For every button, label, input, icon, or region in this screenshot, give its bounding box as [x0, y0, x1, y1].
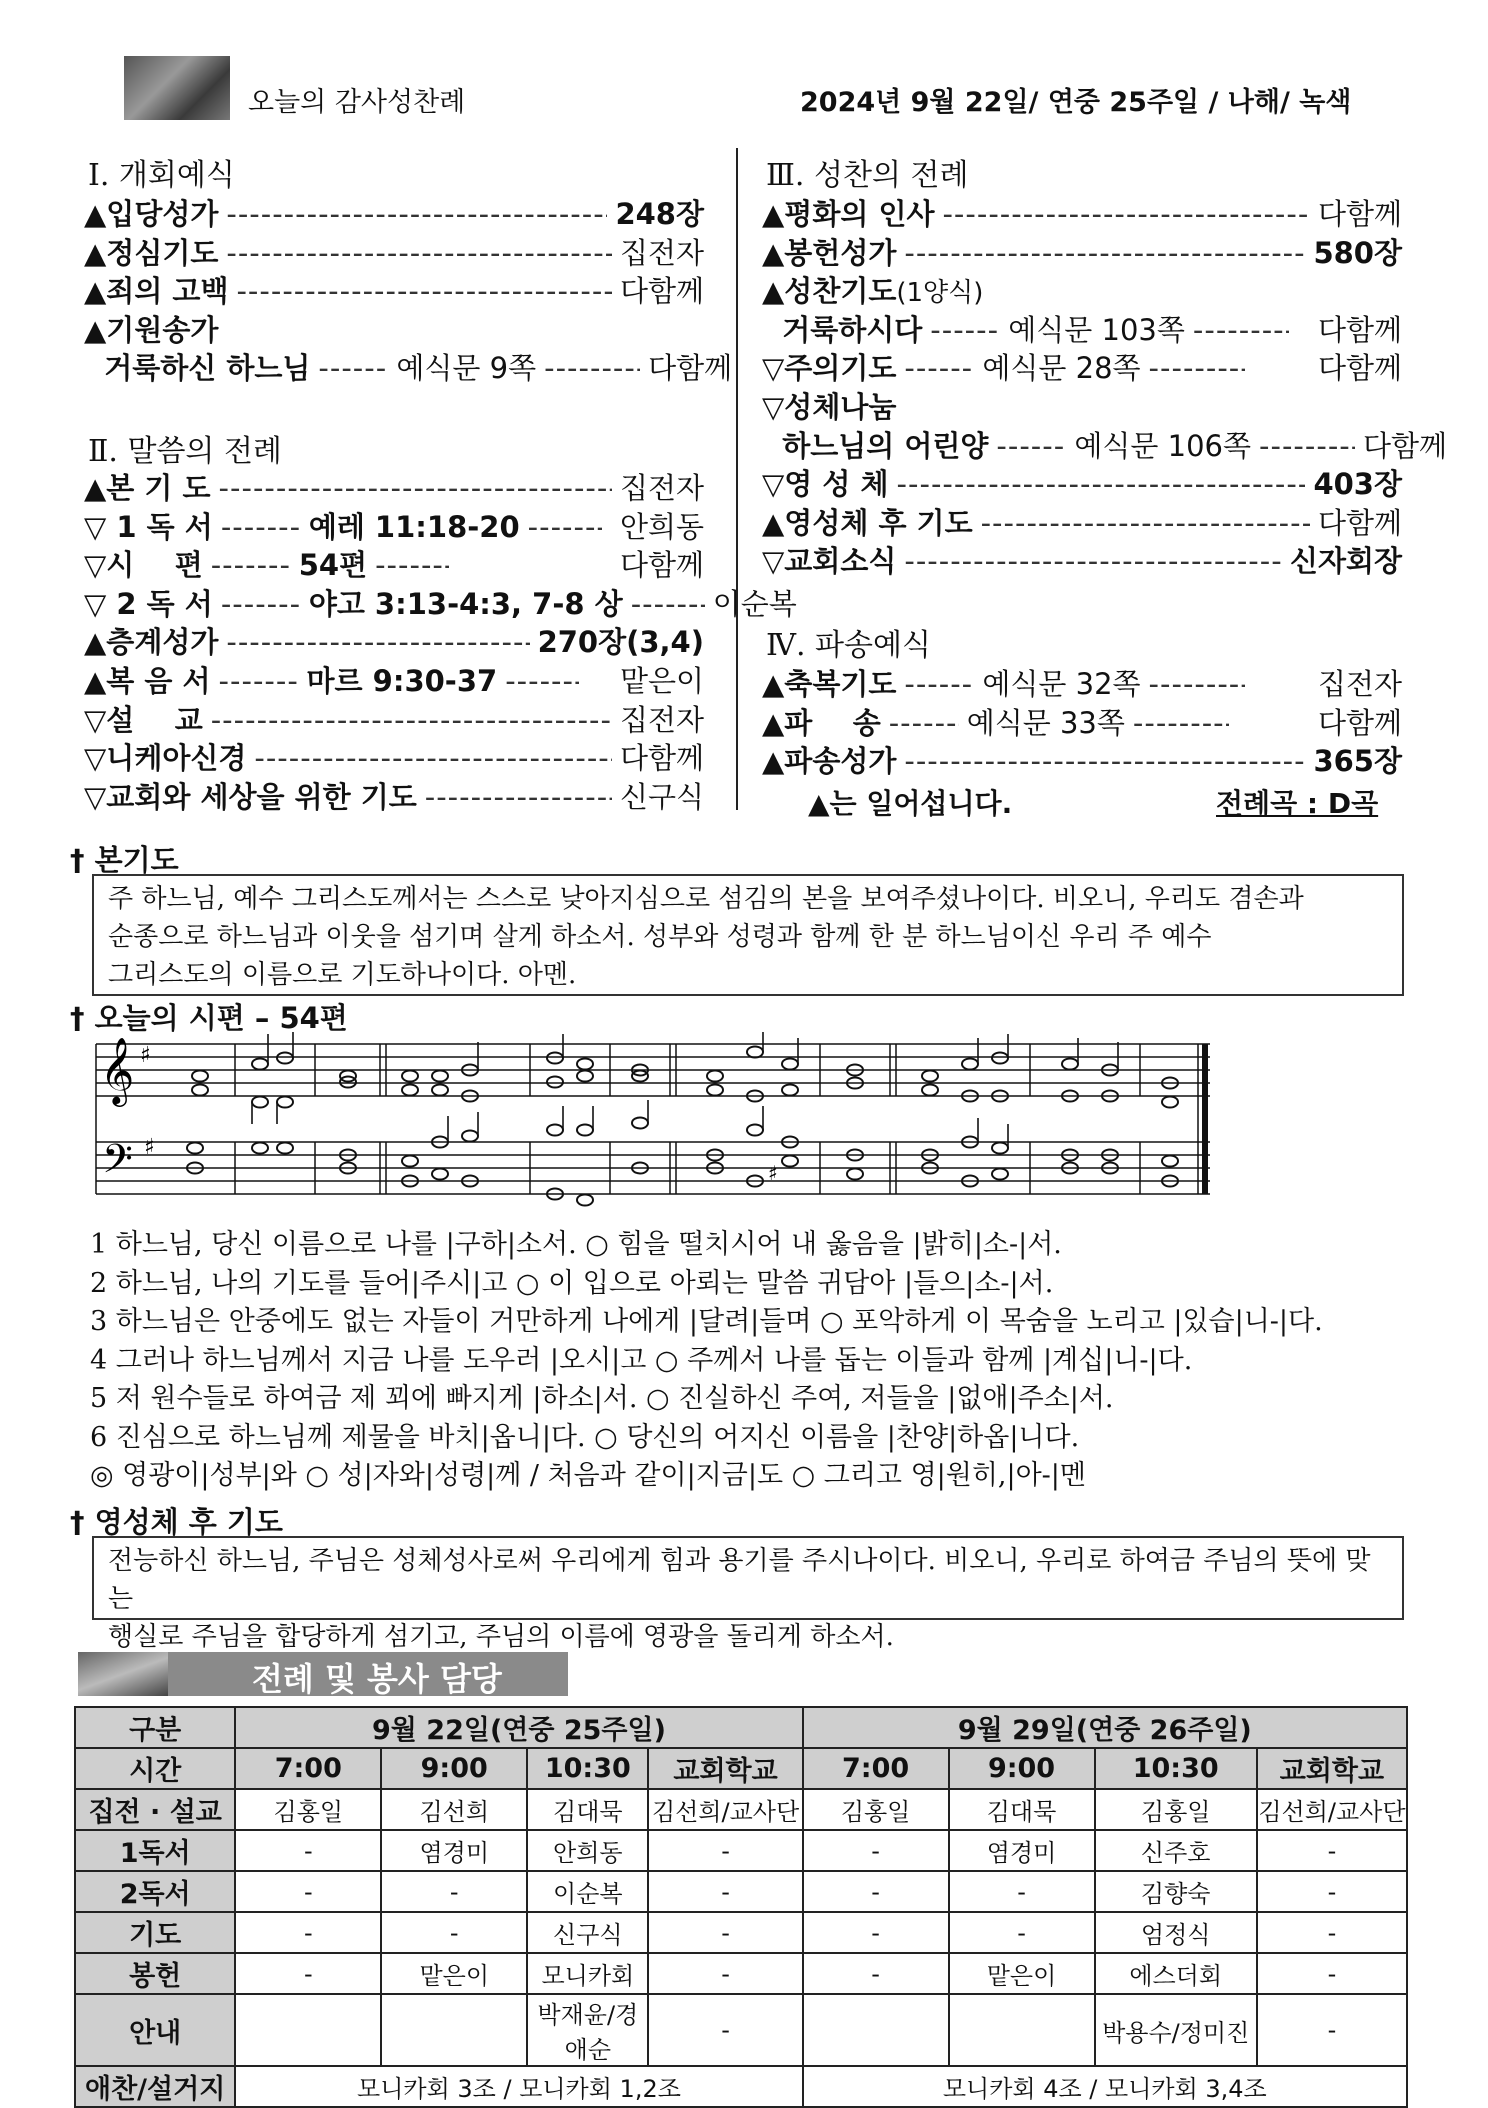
- time-label: 시간: [75, 1748, 235, 1789]
- leader-dashes: [1149, 351, 1245, 385]
- leader-dashes: [1133, 706, 1229, 740]
- order-item-reference: 야고 3:13-4:3, 7-8 상: [308, 586, 623, 621]
- schedule-cell: 박재윤/경애순: [527, 1994, 648, 2066]
- schedule-cell: [803, 1994, 949, 2066]
- order-item-value: 248장: [615, 197, 704, 231]
- schedule-time-row: [75, 1748, 1407, 1789]
- column-divider: [736, 148, 738, 810]
- order-item-note: (1양식): [896, 278, 984, 309]
- schedule-cell: 김선희/교사단: [1257, 1789, 1407, 1830]
- order-item-label: ▲평화의 인사: [762, 197, 935, 231]
- schedule-row: [75, 1789, 1407, 1830]
- schedule-title: 전례 및 봉사 담당: [252, 1660, 502, 1698]
- svg-text:♯: ♯: [768, 1161, 778, 1185]
- liturgy-tune: 전례곡 : D곡: [1216, 787, 1379, 820]
- schedule-table: [74, 1706, 1408, 2108]
- leader-dashes: [889, 706, 959, 740]
- order-item-value: 다함께: [648, 351, 733, 385]
- schedule-cleanup-row: [75, 2066, 1407, 2107]
- order-item-value: 신구식: [619, 779, 704, 814]
- section-dismissal-title: Ⅳ. 파송예식: [766, 628, 931, 663]
- schedule-cell: 신구식: [527, 1912, 648, 1953]
- leader-dashes: [236, 274, 611, 308]
- order-item-reference: 예레 11:18-20: [308, 509, 520, 544]
- schedule-cell: -: [803, 1871, 949, 1912]
- order-item: [84, 231, 704, 272]
- header-photo: [124, 56, 230, 120]
- schedule-cell: -: [381, 1871, 527, 1912]
- order-item-label: 하느님의 어린양: [762, 428, 989, 463]
- collect-line: 순종으로 하느님과 이웃을 섬기며 살게 하소서. 성부와 성령과 함께 한 분 하느님이신 우리 주 예수: [108, 922, 1212, 952]
- order-item-label: 거룩하신 하느님: [84, 351, 311, 385]
- order-item-label: ▲복 음 서: [84, 664, 211, 698]
- leader-dashes: [631, 587, 705, 621]
- leader-dashes: [1259, 429, 1355, 463]
- order-item: [84, 308, 704, 349]
- order-item: [84, 736, 704, 777]
- order-item: [762, 231, 1402, 272]
- schedule-cell: 김대묵: [949, 1789, 1095, 1830]
- col-label: 구분: [75, 1707, 235, 1748]
- treble-clef-icon: 𝄞: [100, 1036, 135, 1104]
- order-item-label: ▲영성체 후 기도: [762, 505, 973, 540]
- order-item: [84, 346, 733, 387]
- order-item-value: 다함께: [619, 548, 704, 583]
- section-word-title: Ⅱ. 말씀의 전례: [88, 434, 282, 469]
- order-item-reference: 예식문 32쪽: [982, 667, 1141, 701]
- order-item-value: 이순복: [712, 586, 797, 621]
- order-item-value: 다함께: [1317, 505, 1402, 540]
- schedule-cell: [949, 1994, 1095, 2066]
- schedule-row: [75, 1994, 1407, 2066]
- order-item-label: ▲축복기도: [762, 667, 897, 701]
- psalm-verse: 6 진심으로 하느님께 제물을 바치|옵니|다. ○ 당신의 어지신 이름을 |찬양|하옵|니다.: [90, 1421, 1080, 1453]
- order-item-value: 안희동: [619, 509, 704, 544]
- order-item-label: ▲죄의 고백: [84, 274, 229, 308]
- order-item: [84, 543, 704, 584]
- schedule-cell: 김홍일: [235, 1789, 381, 1830]
- time-cell: 9:00: [381, 1748, 527, 1789]
- order-item-value: 365장: [1313, 744, 1402, 778]
- schedule-cell: 박용수/정미진: [1095, 1994, 1257, 2066]
- schedule-row: [75, 1830, 1407, 1871]
- schedule-cell: 엄정식: [1095, 1912, 1257, 1953]
- order-item: [84, 192, 704, 233]
- leader-dashes: [1193, 313, 1289, 347]
- order-item-value: 다함께: [1317, 351, 1402, 386]
- schedule-cell: 김향숙: [1095, 1871, 1257, 1912]
- schedule-row: [75, 1953, 1407, 1994]
- leader-dashes: [318, 351, 388, 385]
- order-item-reference: 예식문 9쪽: [396, 351, 537, 385]
- schedule-cell: -: [803, 1912, 949, 1953]
- schedule-cell: -: [235, 1830, 381, 1871]
- schedule-cell: -: [235, 1912, 381, 1953]
- schedule-cell: -: [235, 1953, 381, 1994]
- schedule-header-row: [75, 1707, 1407, 1748]
- leader-dashes: [254, 741, 612, 775]
- order-item-label: ▽ 2 독 서: [84, 586, 213, 621]
- schedule-cell: 염경미: [381, 1830, 527, 1871]
- leader-dashes: [904, 236, 1305, 270]
- order-item-reference: 마르 9:30-37: [306, 664, 498, 698]
- schedule-cell: -: [1257, 1912, 1407, 1953]
- schedule-cell: 모니카회 3조 / 모니카회 1,2조: [235, 2066, 802, 2107]
- schedule-cell: 모니카회 4조 / 모니카회 3,4조: [803, 2066, 1407, 2107]
- time-cell: 9:00: [949, 1748, 1095, 1789]
- schedule-cell: [381, 1994, 527, 2066]
- order-item: [762, 739, 1402, 780]
- order-item-value: 580장: [1313, 235, 1402, 270]
- order-item: [762, 346, 1402, 387]
- schedule-photo: [78, 1652, 168, 1696]
- schedule-cell: -: [1257, 1871, 1407, 1912]
- order-item: [762, 192, 1402, 233]
- schedule-cell: -: [1257, 1994, 1407, 2066]
- order-item: [84, 698, 704, 739]
- post-communion-line: 전능하신 하느님, 주님은 성체성사로써 우리에게 힘과 용기를 주시나이다. 비오니, 우리로 하여금 주님의 뜻에 맞는: [108, 1546, 1371, 1614]
- collect-line: 그리스도의 이름으로 기도하나이다. 아멘.: [108, 960, 577, 990]
- leader-dashes: [897, 467, 1306, 501]
- svg-text:♯: ♯: [144, 1135, 155, 1160]
- psalm-score: [90, 1032, 1220, 1207]
- bass-clef-icon: 𝄢: [102, 1136, 133, 1192]
- order-item-label: ▲성찬기도: [762, 274, 897, 309]
- leader-dashes: [219, 664, 299, 698]
- order-item: [84, 505, 704, 546]
- schedule-cell: 염경미: [949, 1830, 1095, 1871]
- order-item-label: ▲본 기 도: [84, 471, 211, 505]
- leader-dashes: [226, 236, 612, 270]
- order-item-value: 집전자: [619, 702, 704, 737]
- order-item: [762, 501, 1402, 542]
- collect-heading: † 본기도: [70, 843, 179, 877]
- week2-header: 9월 29일(연중 26주일): [803, 1707, 1407, 1748]
- order-item: [762, 385, 1402, 426]
- post-communion-line: 행실로 주님을 합당하게 섬기고, 주님의 이름에 영광을 돌리게 하소서.: [108, 1622, 894, 1652]
- leader-dashes: [1149, 667, 1245, 701]
- post-communion-heading: † 영성체 후 기도: [70, 1505, 283, 1539]
- schedule-cell: -: [235, 1871, 381, 1912]
- order-item-value: 270장(3,4): [537, 625, 704, 660]
- order-item-label: ▲입당성가: [84, 197, 219, 231]
- leader-dashes: [544, 351, 640, 385]
- leader-dashes: [528, 510, 602, 544]
- psalm-verse: 4 그러나 하느님께서 지금 나를 도우러 |오시|고 ○ 주께서 나를 돕는 이들과 함께 |계십|니-|다.: [90, 1344, 1193, 1376]
- psalm-verse: 3 하느님은 안중에도 없는 자들이 거만하게 나에게 |달려|들며 ○ 포악하게 이 목숨을 노리고 |있습|니-|다.: [90, 1306, 1323, 1337]
- leader-dashes: [904, 351, 974, 385]
- post-communion-box: [92, 1536, 1404, 1652]
- leader-dashes: [226, 625, 529, 659]
- schedule-cell: 김대묵: [527, 1789, 648, 1830]
- psalm-verse: 2 하느님, 나의 기도를 들어|주시|고 ○ 이 입으로 아뢰는 말씀 귀담아 |들으|소-|서.: [90, 1267, 1054, 1299]
- schedule-cell: 맡은이: [381, 1953, 527, 1994]
- schedule-cell: -: [803, 1953, 949, 1994]
- order-item-reference: 예식문 33쪽: [966, 705, 1125, 740]
- time-cell: 10:30: [1095, 1748, 1257, 1789]
- schedule-cell: 김홍일: [1095, 1789, 1257, 1830]
- order-item-value: 다함께: [1317, 312, 1402, 347]
- order-item: [84, 659, 704, 700]
- order-item: [84, 775, 704, 816]
- schedule-cell: 신주호: [1095, 1830, 1257, 1871]
- svg-text:♯: ♯: [140, 1043, 151, 1068]
- order-item-value: 집전자: [619, 471, 704, 505]
- leader-dashes: [211, 548, 291, 582]
- leader-dashes: [904, 744, 1305, 778]
- schedule-cell: 안희동: [527, 1830, 648, 1871]
- order-item-label: ▽성체나눔: [762, 390, 897, 424]
- order-item-label: ▽ 1 독 서: [84, 509, 213, 544]
- time-cell: 10:30: [527, 1748, 648, 1789]
- time-cell: 교회학교: [1257, 1748, 1407, 1789]
- schedule-role: 기도: [75, 1912, 235, 1953]
- order-item: [84, 466, 704, 507]
- order-item: [84, 582, 797, 623]
- order-item-value: 신자회장: [1289, 544, 1402, 579]
- schedule-cell: 김홍일: [803, 1789, 949, 1830]
- order-item-value: 다함께: [1317, 705, 1402, 740]
- section-opening-title: Ⅰ. 개회예식: [88, 158, 235, 193]
- order-item-label: ▲파 송: [762, 705, 881, 740]
- schedule-role: 집전 · 설교: [75, 1789, 235, 1830]
- schedule-cell: -: [949, 1871, 1095, 1912]
- psalm-heading: † 오늘의 시편 – 54편: [70, 1001, 348, 1035]
- order-item-label: ▲층계성가: [84, 625, 219, 660]
- week1-header: 9월 22일(연중 25주일): [235, 1707, 802, 1748]
- order-item: [762, 424, 1448, 465]
- order-item: [762, 462, 1402, 503]
- order-item-reference: 54편: [298, 548, 368, 583]
- order-item-label: ▲파송성가: [762, 744, 897, 778]
- order-item-value: 403장: [1313, 467, 1402, 502]
- order-item: [762, 539, 1402, 580]
- schedule-role: 애찬/설거지: [75, 2066, 235, 2107]
- schedule-cell: -: [1257, 1830, 1407, 1871]
- collect-box: [92, 874, 1404, 996]
- leader-dashes: [942, 197, 1309, 231]
- order-item-reference: 예식문 28쪽: [982, 351, 1141, 386]
- schedule-cell: -: [648, 1994, 802, 2066]
- schedule-cell: -: [648, 1830, 802, 1871]
- leader-dashes: [981, 506, 1310, 540]
- order-item-value: 집전자: [619, 235, 704, 270]
- schedule-cell: -: [1257, 1953, 1407, 1994]
- order-item-label: ▽설 교: [84, 702, 203, 737]
- leader-dashes: [375, 548, 449, 582]
- order-item: [762, 308, 1402, 349]
- time-cell: 7:00: [235, 1748, 381, 1789]
- order-item: [762, 701, 1402, 742]
- schedule-cell: [235, 1994, 381, 2066]
- order-item: [762, 662, 1402, 703]
- schedule-cell: 김선희/교사단: [648, 1789, 802, 1830]
- order-item-value: 다함께: [1363, 428, 1448, 463]
- leader-dashes: [221, 510, 301, 544]
- leader-dashes: [219, 471, 612, 505]
- time-cell: 7:00: [803, 1748, 949, 1789]
- leader-dashes: [221, 587, 301, 621]
- order-item-reference: 예식문 103쪽: [1008, 312, 1185, 347]
- order-item-label: ▽주의기도: [762, 351, 897, 386]
- order-item-value: 다함께: [1317, 197, 1402, 231]
- bulletin-title: 오늘의 감사성찬례: [248, 87, 466, 118]
- schedule-role: 2독서: [75, 1871, 235, 1912]
- leader-dashes: [904, 667, 974, 701]
- schedule-cell: -: [803, 1830, 949, 1871]
- schedule-row: [75, 1871, 1407, 1912]
- schedule-role: 1독서: [75, 1830, 235, 1871]
- schedule-cell: -: [648, 1953, 802, 1994]
- order-item-value: 다함께: [619, 274, 704, 308]
- schedule-cell: -: [648, 1871, 802, 1912]
- service-date: 2024년 9월 22일/ 연중 25주일 / 나해/ 녹색: [800, 87, 1352, 118]
- order-item-label: ▽교회소식: [762, 544, 897, 579]
- order-item: [762, 269, 1402, 310]
- schedule-role: 안내: [75, 1994, 235, 2066]
- order-item-label: ▽영 성 체: [762, 467, 889, 502]
- order-item-value: 집전자: [1317, 667, 1402, 701]
- psalm-verse: 1 하느님, 당신 이름으로 나를 |구하|소서. ○ 힘을 떨치시어 내 옳음을 |밝히|소-|서.: [90, 1229, 1062, 1260]
- order-item-label: ▲기원송가: [84, 312, 219, 347]
- schedule-cell: 모니카회: [527, 1953, 648, 1994]
- section-eucharist-title: Ⅲ. 성찬의 전례: [766, 158, 969, 193]
- psalm-verse: 5 저 원수들로 하여금 제 꾀에 빠지게 |하소|서. ○ 진실하신 주여, 저들을 |없애|주소|서.: [90, 1383, 1114, 1414]
- leader-dashes: [211, 703, 612, 737]
- leader-dashes: [226, 197, 607, 231]
- order-item-label: 거룩하시다: [762, 312, 923, 347]
- schedule-role: 봉헌: [75, 1953, 235, 1994]
- leader-dashes: [904, 544, 1282, 578]
- order-item-value: 맡은이: [619, 664, 704, 698]
- order-item-label: ▽시 편: [84, 548, 203, 583]
- order-item-reference: 예식문 106쪽: [1074, 428, 1252, 463]
- schedule-cell: 맡은이: [949, 1953, 1095, 1994]
- leader-dashes: [505, 664, 579, 698]
- order-item-label: ▲정심기도: [84, 235, 219, 270]
- schedule-row: [75, 1912, 1407, 1953]
- psalm-verse: ◎ 영광이|성부|와 ○ 성|자와|성령|께 / 처음과 같이|지금|도 ○ 그리고 영|원히,|아-|멘: [90, 1460, 1086, 1491]
- order-item-label: ▽니케아신경: [84, 741, 247, 776]
- stand-note: ▲는 일어섭니다.: [808, 787, 1013, 820]
- collect-line: 주 하느님, 예수 그리스도께서는 스스로 낮아지심으로 섬김의 본을 보여주셨나이다. 비오니, 우리도 겸손과: [108, 884, 1304, 914]
- order-item: [84, 620, 704, 661]
- schedule-cell: -: [381, 1912, 527, 1953]
- order-item-value: 다함께: [619, 741, 704, 776]
- schedule-cell: 이순복: [527, 1871, 648, 1912]
- order-item-label: ▲봉헌성가: [762, 235, 897, 270]
- order-item-label: ▽교회와 세상을 위한 기도: [84, 779, 417, 814]
- schedule-cell: 에스더회: [1095, 1953, 1257, 1994]
- schedule-cell: -: [949, 1912, 1095, 1953]
- order-item: [84, 269, 704, 310]
- leader-dashes: [425, 780, 612, 814]
- schedule-cell: 김선희: [381, 1789, 527, 1830]
- leader-dashes: [996, 429, 1066, 463]
- time-cell: 교회학교: [648, 1748, 802, 1789]
- leader-dashes: [930, 313, 1000, 347]
- schedule-cell: -: [648, 1912, 802, 1953]
